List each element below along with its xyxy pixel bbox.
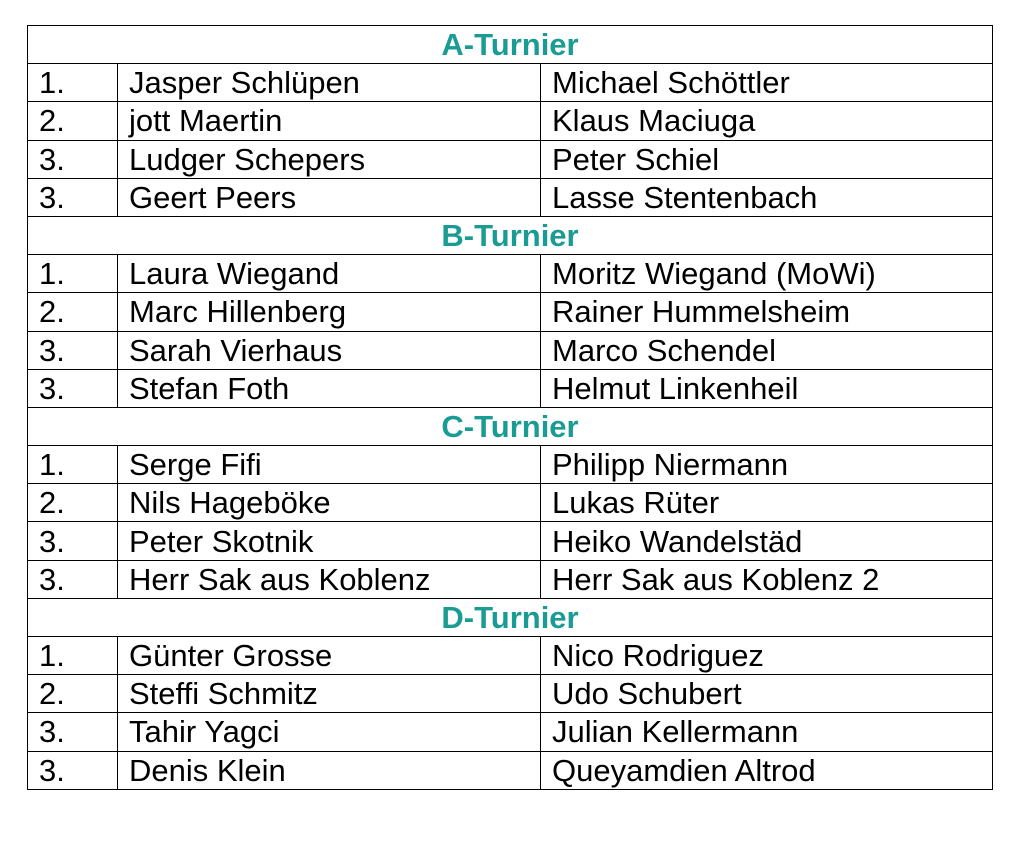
place-cell: 1.: [28, 255, 118, 293]
player1-cell: Tahir Yagci: [118, 713, 541, 751]
table-row: [28, 178, 993, 216]
place-cell: 3.: [28, 178, 118, 216]
table-row: [28, 484, 993, 522]
player2-cell: Queyamdien Altrod: [541, 751, 993, 789]
player2-cell: Marco Schendel: [541, 331, 993, 369]
place-cell: 3.: [28, 560, 118, 598]
place-cell: 3.: [28, 751, 118, 789]
player1-cell: Geert Peers: [118, 178, 541, 216]
player2-cell: Lukas Rüter: [541, 484, 993, 522]
player2-cell: Nico Rodriguez: [541, 637, 993, 675]
player2-cell: Klaus Maciuga: [541, 102, 993, 140]
table-row: [28, 64, 993, 102]
tournament-title: A-Turnier: [28, 26, 993, 64]
table-row: [28, 522, 993, 560]
player2-cell: Herr Sak aus Koblenz 2: [541, 560, 993, 598]
player1-cell: Laura Wiegand: [118, 255, 541, 293]
player1-cell: Ludger Schepers: [118, 140, 541, 178]
player2-cell: Rainer Hummelsheim: [541, 293, 993, 331]
player1-cell: Denis Klein: [118, 751, 541, 789]
player1-cell: Jasper Schlüpen: [118, 64, 541, 102]
place-cell: 3.: [28, 331, 118, 369]
place-cell: 2.: [28, 102, 118, 140]
player2-cell: Julian Kellermann: [541, 713, 993, 751]
player1-cell: jott Maertin: [118, 102, 541, 140]
tournament-heading-row: [28, 598, 993, 636]
place-cell: 2.: [28, 293, 118, 331]
player1-cell: Günter Grosse: [118, 637, 541, 675]
player1-cell: Sarah Vierhaus: [118, 331, 541, 369]
place-cell: 3.: [28, 140, 118, 178]
player2-cell: Philipp Niermann: [541, 446, 993, 484]
place-cell: 3.: [28, 522, 118, 560]
player2-cell: Helmut Linkenheil: [541, 369, 993, 407]
place-cell: 2.: [28, 484, 118, 522]
player2-cell: Michael Schöttler: [541, 64, 993, 102]
place-cell: 3.: [28, 369, 118, 407]
place-cell: 3.: [28, 713, 118, 751]
tournament-heading-row: [28, 26, 993, 64]
place-cell: 1.: [28, 64, 118, 102]
tournament-title: D-Turnier: [28, 598, 993, 636]
place-cell: 1.: [28, 637, 118, 675]
player1-cell: Peter Skotnik: [118, 522, 541, 560]
results-table-body: [28, 26, 993, 790]
table-row: [28, 560, 993, 598]
table-row: [28, 713, 993, 751]
player2-cell: Moritz Wiegand (MoWi): [541, 255, 993, 293]
player2-cell: Lasse Stentenbach: [541, 178, 993, 216]
player1-cell: Marc Hillenberg: [118, 293, 541, 331]
tournament-heading-row: [28, 216, 993, 254]
table-row: [28, 255, 993, 293]
table-row: [28, 102, 993, 140]
table-row: [28, 369, 993, 407]
table-row: [28, 675, 993, 713]
player1-cell: Nils Hageböke: [118, 484, 541, 522]
table-row: [28, 446, 993, 484]
player1-cell: Steffi Schmitz: [118, 675, 541, 713]
table-row: [28, 293, 993, 331]
player1-cell: Serge Fifi: [118, 446, 541, 484]
table-row: [28, 140, 993, 178]
player1-cell: Herr Sak aus Koblenz: [118, 560, 541, 598]
tournament-title: C-Turnier: [28, 407, 993, 445]
place-cell: 2.: [28, 675, 118, 713]
tournament-title: B-Turnier: [28, 216, 993, 254]
table-row: [28, 751, 993, 789]
player2-cell: Heiko Wandelstäd: [541, 522, 993, 560]
tournament-heading-row: [28, 407, 993, 445]
player2-cell: Udo Schubert: [541, 675, 993, 713]
results-table: [27, 25, 993, 790]
table-row: [28, 331, 993, 369]
player2-cell: Peter Schiel: [541, 140, 993, 178]
place-cell: 1.: [28, 446, 118, 484]
table-row: [28, 637, 993, 675]
player1-cell: Stefan Foth: [118, 369, 541, 407]
